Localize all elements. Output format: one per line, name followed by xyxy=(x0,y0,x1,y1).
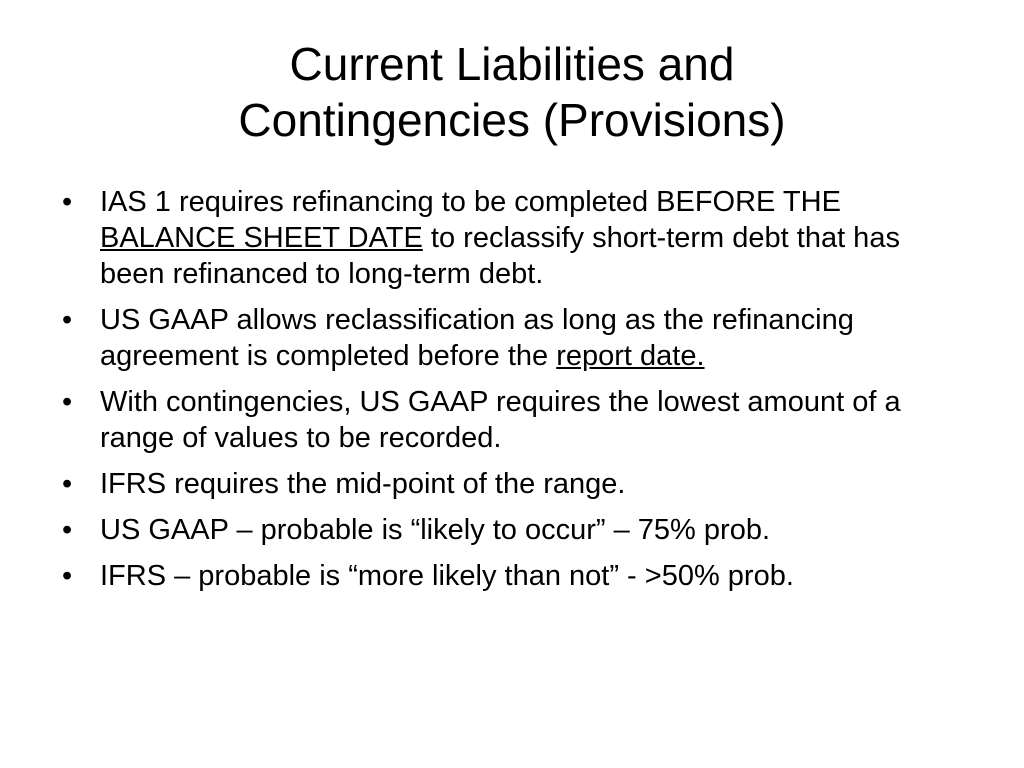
bullet-text: IFRS – probable is “more likely than not” - >50% prob. xyxy=(100,560,794,592)
bullet-item-ifrs-probable xyxy=(62,558,942,594)
bullet-text: to reclassify short-term debt that has been refinanced to long-term debt. xyxy=(100,222,900,290)
bullet-item-ifrs-midpoint xyxy=(62,466,942,502)
bullet-marker: • xyxy=(62,186,73,218)
title-line-1: Current Liabilities and xyxy=(289,38,735,90)
bullet-text: US GAAP – probable is “likely to occur” – 75% prob. xyxy=(100,514,771,546)
title-line-2: Contingencies (Provisions) xyxy=(238,94,786,146)
underlined-text: BALANCE SHEET DATE xyxy=(100,222,423,254)
bullet-marker: • xyxy=(62,386,73,418)
bullet-marker: • xyxy=(62,514,73,546)
bullet-marker: • xyxy=(62,560,73,592)
bullet-text: US GAAP allows reclassification as long as the refinancing agreement is completed before the xyxy=(100,304,854,372)
bullet-marker: • xyxy=(62,304,73,336)
slide-title xyxy=(60,36,964,148)
bullet-item-ias1-refinancing xyxy=(62,184,942,292)
bullet-item-usgaap-reclassification xyxy=(62,302,942,374)
bullet-item-usgaap-probable xyxy=(62,512,942,548)
bullet-text: IFRS requires the mid-point of the range. xyxy=(100,468,626,500)
underlined-text: report date. xyxy=(556,340,705,372)
bullet-item-contingencies xyxy=(62,384,942,456)
bullet-text: IAS 1 requires refinancing to be completed BEFORE THE xyxy=(100,186,841,218)
bullet-list xyxy=(62,184,942,604)
bullet-text: With contingencies, US GAAP requires the lowest amount of a range of values to be recorded. xyxy=(100,386,901,454)
bullet-marker: • xyxy=(62,468,73,500)
